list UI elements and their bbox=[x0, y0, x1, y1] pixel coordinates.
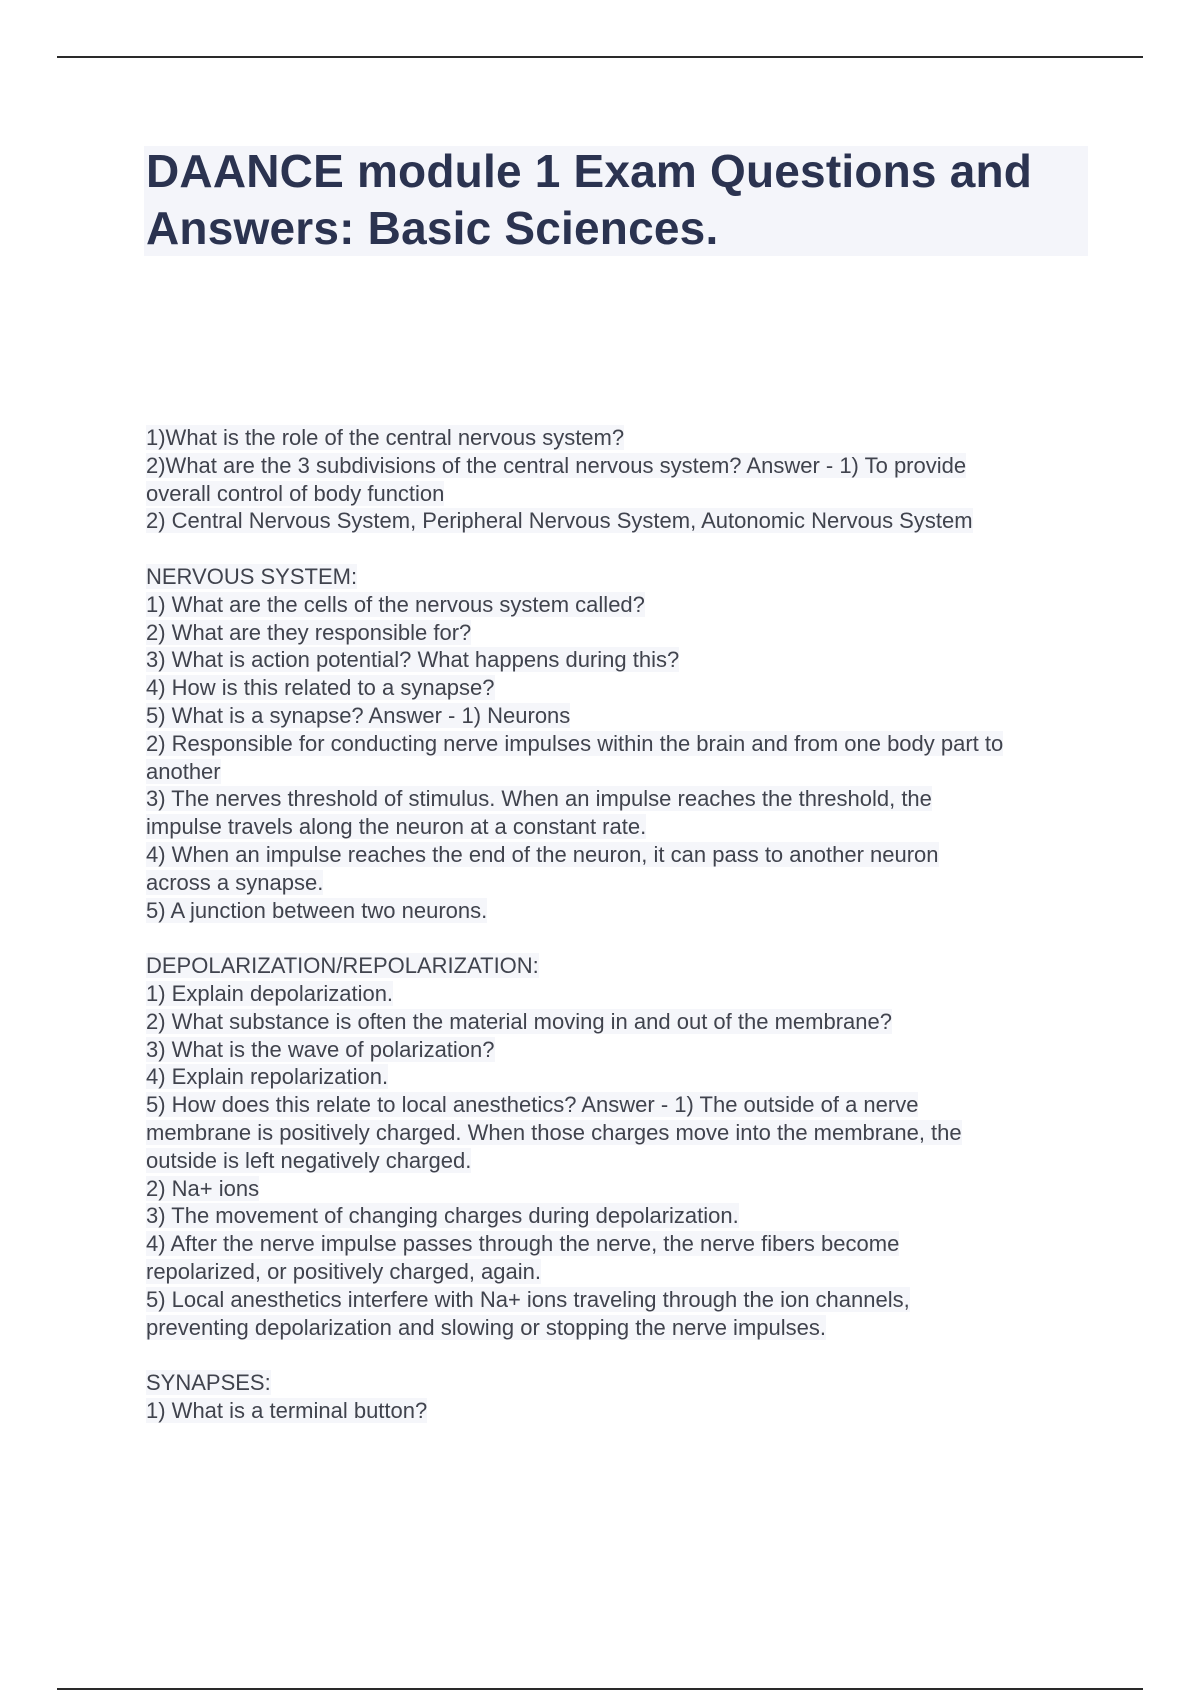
text-line-content: membrane is positively charged. When those charges move into the membrane, the bbox=[146, 1119, 962, 1145]
title-line-1: DAANCE module 1 Exam Questions and bbox=[146, 145, 1033, 197]
document-body bbox=[146, 424, 1106, 1425]
text-line-content: repolarized, or positively charged, again. bbox=[146, 1258, 542, 1284]
text-line-content: 3) What is action potential? What happens during this? bbox=[146, 647, 680, 673]
page-title bbox=[146, 143, 1096, 257]
text-line bbox=[146, 758, 1106, 786]
text-line-content: 5) A junction between two neurons. bbox=[146, 897, 488, 923]
text-line-content: overall control of body function bbox=[146, 480, 445, 506]
text-line-content: 5) Local anesthetics interfere with Na+ ions traveling through the ion channels, bbox=[146, 1286, 910, 1312]
text-line-content: 2) Responsible for conducting nerve impulses within the brain and from one body part to bbox=[146, 730, 1004, 756]
section-heading bbox=[146, 1369, 1106, 1397]
text-line-content: 2) Central Nervous System, Peripheral Nervous System, Autonomic Nervous System bbox=[146, 508, 973, 534]
section-heading bbox=[146, 563, 1106, 591]
bottom-rule bbox=[57, 1688, 1143, 1690]
text-line-content: another bbox=[146, 758, 221, 784]
section-heading bbox=[146, 952, 1106, 980]
text-line bbox=[146, 841, 1106, 869]
text-line bbox=[146, 897, 1106, 925]
qa-block bbox=[146, 563, 1106, 924]
text-line bbox=[146, 507, 1106, 535]
text-line-content: NERVOUS SYSTEM: bbox=[146, 563, 358, 589]
text-line-content: 1) What are the cells of the nervous system called? bbox=[146, 591, 645, 617]
text-line-content: 3) The nerves threshold of stimulus. When an impulse reaches the threshold, the bbox=[146, 786, 932, 812]
text-line bbox=[146, 869, 1106, 897]
text-line-content: 2) What substance is often the material moving in and out of the membrane? bbox=[146, 1008, 892, 1034]
text-line-content: impulse travels along the neuron at a constant rate. bbox=[146, 814, 647, 840]
qa-block bbox=[146, 1369, 1106, 1425]
text-line-content: preventing depolarization and slowing or stopping the nerve impulses. bbox=[146, 1314, 826, 1340]
text-line bbox=[146, 619, 1106, 647]
text-line bbox=[146, 980, 1106, 1008]
paragraph-gap bbox=[146, 535, 1106, 563]
text-line-content: 3) The movement of changing charges during depolarization. bbox=[146, 1203, 739, 1229]
text-line bbox=[146, 646, 1106, 674]
text-line bbox=[146, 730, 1106, 758]
text-line bbox=[146, 1091, 1106, 1119]
text-line-content: 4) Explain repolarization. bbox=[146, 1064, 389, 1090]
text-line bbox=[146, 1258, 1106, 1286]
text-line-content: DEPOLARIZATION/REPOLARIZATION: bbox=[146, 953, 539, 979]
title-line-2: Answers: Basic Sciences. bbox=[146, 202, 719, 254]
text-line bbox=[146, 813, 1106, 841]
text-line bbox=[146, 480, 1106, 508]
text-line-content: 3) What is the wave of polarization? bbox=[146, 1036, 495, 1062]
text-line-content: 1) What is a terminal button? bbox=[146, 1397, 428, 1423]
text-line bbox=[146, 1119, 1106, 1147]
text-line-content: 1)What is the role of the central nervous system? bbox=[146, 425, 625, 450]
text-line bbox=[146, 1314, 1106, 1342]
text-line bbox=[146, 702, 1106, 730]
text-line bbox=[146, 452, 1106, 480]
text-line bbox=[146, 1008, 1106, 1036]
text-line bbox=[146, 1397, 1106, 1425]
text-line-content: outside is left negatively charged. bbox=[146, 1147, 472, 1173]
text-line bbox=[146, 1230, 1106, 1258]
text-line-content: 2) What are they responsible for? bbox=[146, 619, 472, 645]
text-line bbox=[146, 1202, 1106, 1230]
text-line-content: 5) How does this relate to local anesthetics? Answer - 1) The outside of a nerve bbox=[146, 1092, 919, 1118]
paragraph-gap bbox=[146, 1341, 1106, 1369]
qa-block bbox=[146, 424, 1106, 535]
text-line-content: 4) When an impulse reaches the end of the neuron, it can pass to another neuron bbox=[146, 841, 939, 867]
text-line bbox=[146, 424, 1106, 452]
text-line-content: 4) After the nerve impulse passes through the nerve, the nerve fibers become bbox=[146, 1231, 900, 1257]
text-line bbox=[146, 1036, 1106, 1064]
text-line bbox=[146, 785, 1106, 813]
text-line-content: 4) How is this related to a synapse? bbox=[146, 675, 495, 701]
text-line-content: 5) What is a synapse? Answer - 1) Neurons bbox=[146, 702, 571, 728]
text-line bbox=[146, 1175, 1106, 1203]
text-line-content: across a synapse. bbox=[146, 869, 324, 895]
qa-block bbox=[146, 952, 1106, 1341]
paragraph-gap bbox=[146, 924, 1106, 952]
text-line-content: 1) Explain depolarization. bbox=[146, 980, 394, 1006]
text-line-content: SYNAPSES: bbox=[146, 1370, 271, 1396]
text-line-content: 2)What are the 3 subdivisions of the central nervous system? Answer - 1) To provide bbox=[146, 452, 967, 478]
text-line bbox=[146, 1147, 1106, 1175]
text-line-content: 2) Na+ ions bbox=[146, 1175, 260, 1201]
text-line bbox=[146, 674, 1106, 702]
text-line bbox=[146, 1286, 1106, 1314]
text-line bbox=[146, 1063, 1106, 1091]
top-rule bbox=[57, 56, 1143, 58]
text-line bbox=[146, 591, 1106, 619]
